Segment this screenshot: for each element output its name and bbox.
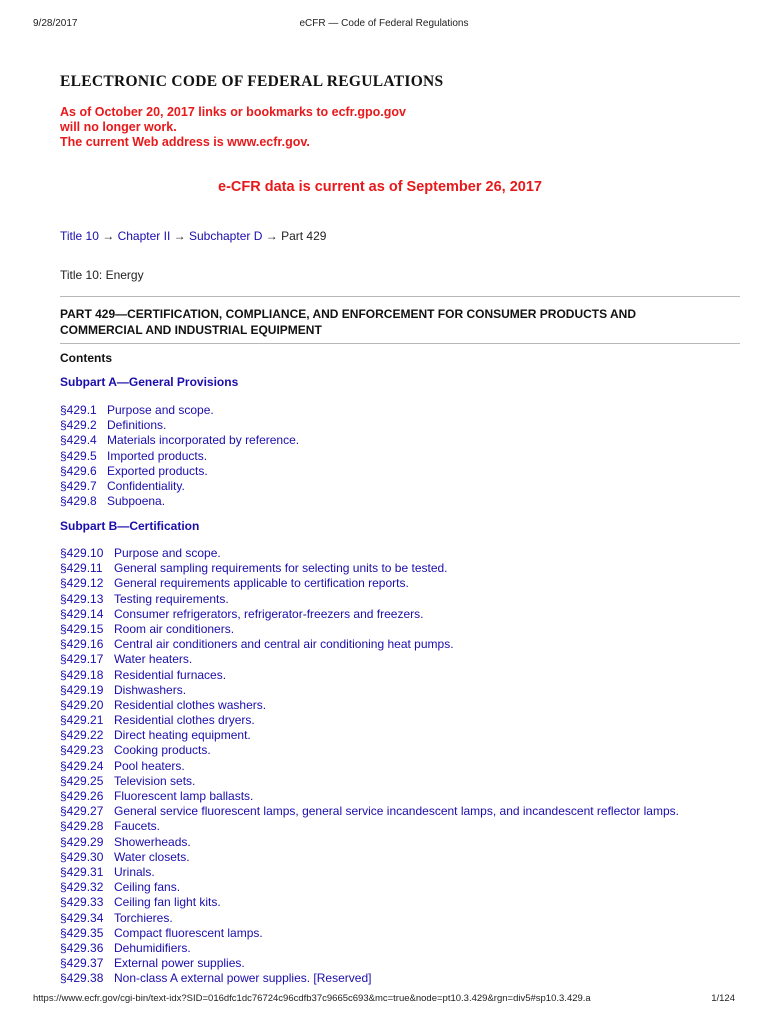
section-title: General requirements applicable to certification reports. <box>114 576 409 591</box>
breadcrumb-arrow-icon: → <box>102 229 115 243</box>
section-title: Direct heating equipment. <box>114 728 251 743</box>
section-link[interactable] <box>60 728 740 743</box>
section-number: §429.16 <box>60 637 104 652</box>
section-number: §429.38 <box>60 971 104 986</box>
section-number: §429.10 <box>60 546 104 560</box>
section-title: General service fluorescent lamps, general service incandescent lamps, and incandescent reflector lamps. <box>114 804 679 819</box>
section-title: Exported products. <box>107 463 208 478</box>
section-number: §429.12 <box>60 576 104 591</box>
section-number: §429.13 <box>60 591 104 606</box>
section-number: §429.2 <box>60 418 97 433</box>
section-link[interactable] <box>60 743 740 758</box>
section-number: §429.36 <box>60 940 104 955</box>
section-title: External power supplies. <box>114 956 245 971</box>
section-link[interactable] <box>60 956 740 971</box>
section-number: §429.30 <box>60 849 104 864</box>
section-title: Torchieres. <box>114 910 173 925</box>
section-number: §429.25 <box>60 773 104 788</box>
section-link[interactable] <box>60 433 740 448</box>
print-date: 9/28/2017 <box>33 18 78 29</box>
section-link[interactable] <box>60 546 740 561</box>
address-change-notice <box>60 105 406 150</box>
section-number: §429.34 <box>60 910 104 925</box>
site-title: ELECTRONIC CODE OF FEDERAL REGULATIONS <box>60 73 444 90</box>
section-title: Showerheads. <box>114 834 191 849</box>
print-url: https://www.ecfr.gov/cgi-bin/text-idx?SID=016dfc1dc76724c96cdfb37c9665c693&mc=true&node=pt10.3.429&rgn=div5#sp10.3.429.a <box>33 993 591 1004</box>
section-title: Dehumidifiers. <box>114 940 191 955</box>
contents-label: Contents <box>60 351 112 365</box>
section-title: Urinals. <box>114 864 155 879</box>
section-title: Ceiling fans. <box>114 880 181 895</box>
section-number: §429.4 <box>60 433 97 448</box>
section-link[interactable] <box>60 911 740 926</box>
breadcrumb-current-part: Part 429 <box>281 229 327 243</box>
divider <box>60 296 740 297</box>
page-number: 1/124 <box>711 993 735 1004</box>
section-number: §429.5 <box>60 448 97 463</box>
subpart-b-link[interactable]: Subpart B—Certification <box>60 519 200 533</box>
section-title: Imported products. <box>107 448 208 463</box>
section-link[interactable] <box>60 576 740 591</box>
section-link[interactable] <box>60 880 740 895</box>
section-title: Fluorescent lamp ballasts. <box>114 789 254 803</box>
section-title: Water closets. <box>114 849 190 864</box>
section-number: §429.35 <box>60 925 104 940</box>
subpart-b-section-list <box>60 546 740 986</box>
section-title: Cooking products. <box>114 743 211 758</box>
breadcrumb-title-link[interactable]: Title 10 <box>60 229 99 243</box>
section-link[interactable] <box>60 449 740 464</box>
section-link[interactable] <box>60 865 740 880</box>
divider <box>60 343 740 344</box>
section-number: §429.15 <box>60 621 104 636</box>
section-number: §429.37 <box>60 956 104 971</box>
section-link[interactable] <box>60 494 740 509</box>
section-title: Testing requirements. <box>114 591 229 606</box>
section-title: Compact fluorescent lamps. <box>114 925 263 940</box>
section-link[interactable] <box>60 850 740 865</box>
section-title: Water heaters. <box>114 652 193 667</box>
data-currency-notice: e-CFR data is current as of September 26, 2017 <box>218 179 542 195</box>
section-title: Central air conditioners and central air conditioning heat pumps. <box>114 637 454 652</box>
section-number: §429.22 <box>60 728 104 743</box>
section-number: §429.20 <box>60 697 104 712</box>
section-link[interactable] <box>60 403 740 418</box>
section-link[interactable] <box>60 759 740 774</box>
print-document-title: eCFR — Code of Federal Regulations <box>299 18 469 29</box>
section-title: Non-class A external power supplies. [Reserved] <box>114 971 372 986</box>
section-link[interactable] <box>60 789 740 804</box>
section-title: Room air conditioners. <box>114 621 235 636</box>
breadcrumb-arrow-icon: → <box>265 229 278 243</box>
section-title: Purpose and scope. <box>114 546 221 560</box>
section-link[interactable] <box>60 774 740 789</box>
section-title: Residential clothes washers. <box>114 697 267 712</box>
section-number: §429.29 <box>60 834 104 849</box>
section-link[interactable] <box>60 713 740 728</box>
section-title: Materials incorporated by reference. <box>107 433 300 448</box>
section-number: §429.8 <box>60 494 97 509</box>
section-number: §429.27 <box>60 804 104 819</box>
section-title: Definitions. <box>107 418 167 433</box>
section-link[interactable] <box>60 561 740 576</box>
section-title: Residential clothes dryers. <box>114 713 255 728</box>
section-number: §429.14 <box>60 606 104 621</box>
section-link[interactable] <box>60 622 740 637</box>
section-link[interactable] <box>60 418 740 433</box>
section-link[interactable] <box>60 479 740 494</box>
section-number: §429.18 <box>60 667 104 682</box>
section-title: Television sets. <box>114 773 196 788</box>
section-number: §429.6 <box>60 463 97 478</box>
section-number: §429.23 <box>60 743 104 758</box>
section-link[interactable] <box>60 607 740 622</box>
section-title: Faucets. <box>114 819 161 834</box>
section-number: §429.32 <box>60 880 104 895</box>
part-heading: PART 429—CERTIFICATION, COMPLIANCE, AND ENFORCEMENT FOR CONSUMER PRODUCTS AND COMMERCIAL AND INDUSTRIAL EQUIPMENT <box>60 307 637 337</box>
section-link[interactable] <box>60 683 740 698</box>
section-number: §429.7 <box>60 478 97 493</box>
subpart-a-link[interactable]: Subpart A—General Provisions <box>60 375 239 389</box>
section-title: Ceiling fan light kits. <box>114 895 221 910</box>
section-link[interactable] <box>60 652 740 667</box>
section-title: Dishwashers. <box>114 682 187 697</box>
section-number: §429.33 <box>60 895 104 910</box>
print-header <box>33 17 735 31</box>
section-number: §429.17 <box>60 652 104 667</box>
section-link[interactable] <box>60 971 740 986</box>
breadcrumb-chapter-link[interactable]: Chapter II <box>117 229 171 243</box>
notice-line-2: will no longer work. <box>60 120 177 134</box>
section-title: Purpose and scope. <box>107 403 214 417</box>
section-link[interactable] <box>60 819 740 834</box>
section-number: §429.1 <box>60 403 97 417</box>
section-title: Subpoena. <box>107 494 166 509</box>
section-link[interactable] <box>60 698 740 713</box>
section-number: §429.28 <box>60 819 104 834</box>
section-number: §429.24 <box>60 758 104 773</box>
breadcrumb <box>60 229 326 243</box>
subpart-a-section-list <box>60 403 740 509</box>
section-link[interactable] <box>60 464 740 479</box>
section-link[interactable] <box>60 804 740 819</box>
section-number: §429.31 <box>60 864 104 879</box>
section-title: Confidentiality. <box>107 478 185 493</box>
section-link[interactable] <box>60 592 740 607</box>
section-link[interactable] <box>60 835 740 850</box>
title-line: Title 10: Energy <box>60 268 144 282</box>
section-number: §429.21 <box>60 713 104 728</box>
notice-line-3: The current Web address is www.ecfr.gov. <box>60 135 310 149</box>
notice-line-1: As of October 20, 2017 links or bookmarks to ecfr.gpo.gov <box>60 105 406 119</box>
breadcrumb-subchapter-link[interactable]: Subchapter D <box>188 229 263 243</box>
section-link[interactable] <box>60 941 740 956</box>
section-link[interactable] <box>60 668 740 683</box>
section-link[interactable] <box>60 926 740 941</box>
section-number: §429.26 <box>60 789 104 803</box>
section-number: §429.11 <box>60 561 103 576</box>
section-title: Consumer refrigerators, refrigerator-freezers and freezers. <box>114 606 424 621</box>
section-title: General sampling requirements for selecting units to be tested. <box>114 561 448 576</box>
section-title: Pool heaters. <box>114 758 185 773</box>
section-link[interactable] <box>60 895 740 910</box>
print-footer <box>33 992 735 1006</box>
breadcrumb-arrow-icon: → <box>173 229 186 243</box>
section-title: Residential furnaces. <box>114 667 227 682</box>
section-link[interactable] <box>60 637 740 652</box>
section-number: §429.19 <box>60 682 104 697</box>
